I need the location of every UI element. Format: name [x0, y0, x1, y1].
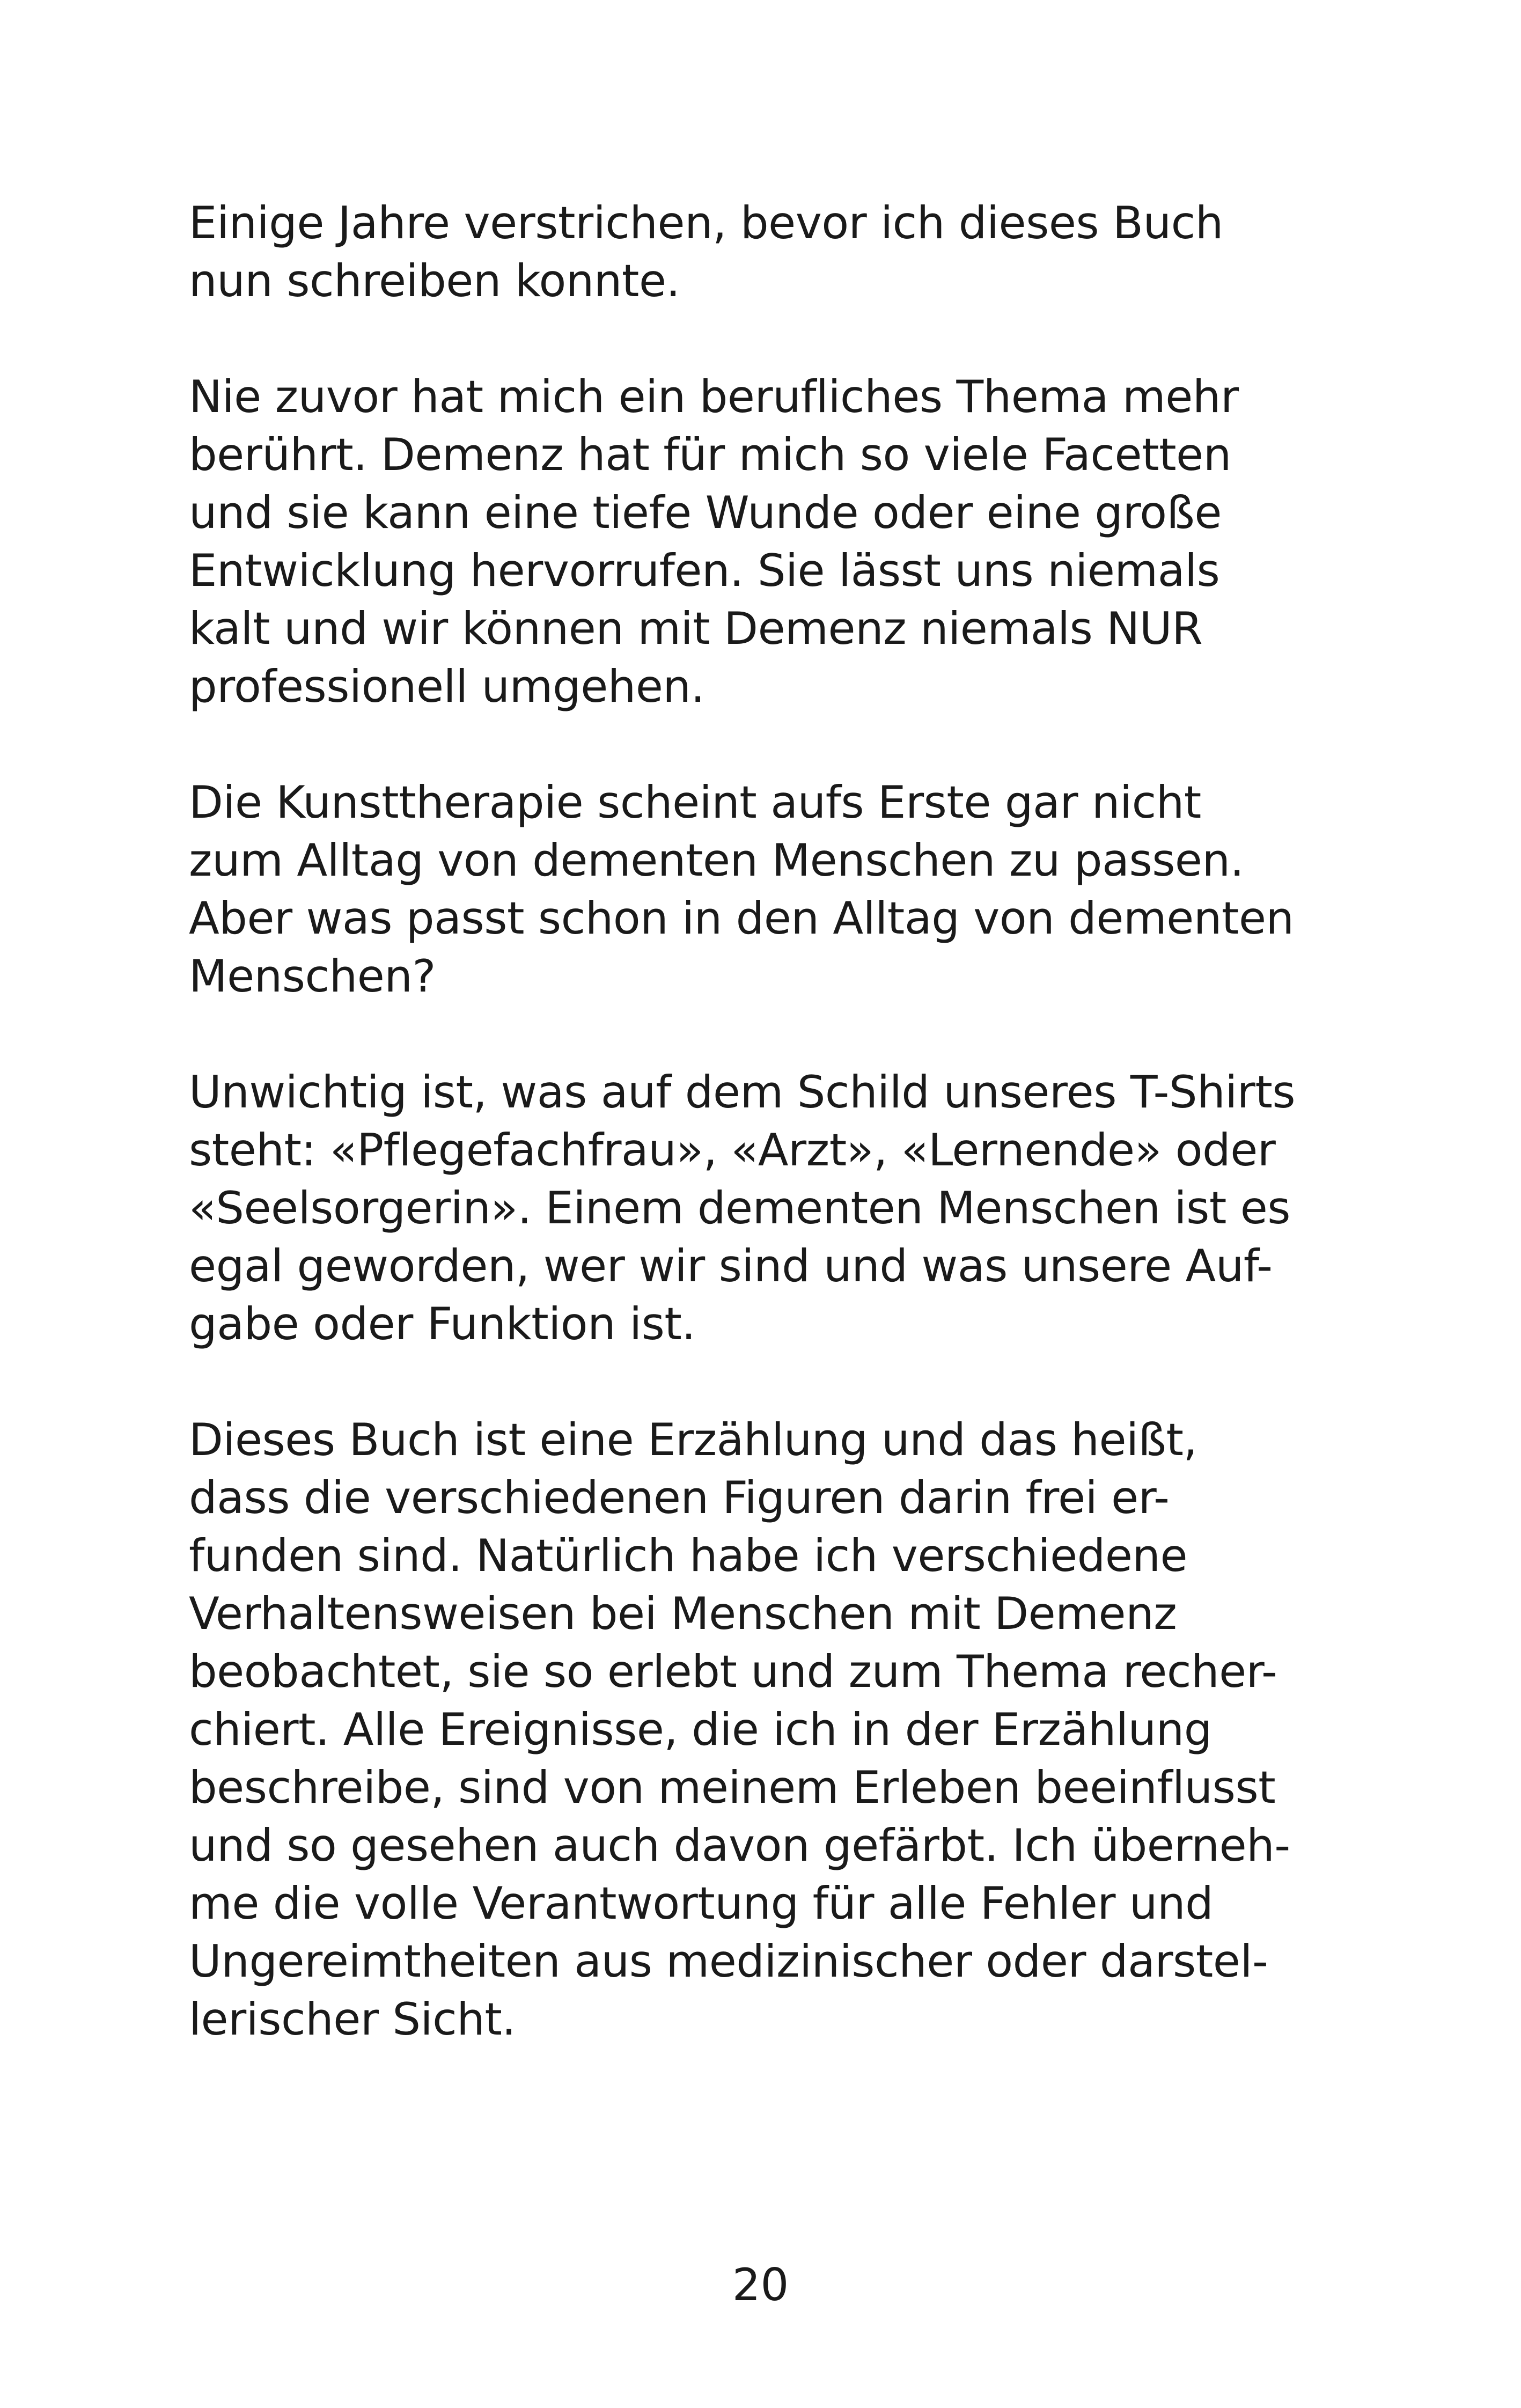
- text-line: Verhaltensweisen bei Menschen mit Demenz: [189, 1588, 1177, 1640]
- body-text: [189, 194, 1316, 2106]
- text-line: Nie zuvor hat mich ein berufliches Thema mehr: [189, 371, 1239, 423]
- text-line: funden sind. Natürlich habe ich verschiedene: [189, 1530, 1188, 1582]
- text-line: berührt. Demenz hat für mich so viele Facetten: [189, 429, 1231, 481]
- text-line: Die Kunsttherapie scheint aufs Erste gar nicht: [189, 776, 1201, 828]
- text-line: Aber was passt schon in den Alltag von dementen: [189, 892, 1294, 944]
- text-line: Entwicklung hervorrufen. Sie lässt uns niemals: [189, 545, 1220, 597]
- text-line: lerischer Sicht.: [189, 1993, 516, 2045]
- text-line: kalt und wir können mit Demenz niemals NUR: [189, 603, 1203, 655]
- text-line: Menschen?: [189, 950, 436, 1002]
- text-line: beschreibe, sind von meinem Erleben beeinflusst: [189, 1761, 1276, 1814]
- text-line: chiert. Alle Ereignisse, die ich in der Erzählung: [189, 1704, 1212, 1756]
- text-line: professionell umgehen.: [189, 660, 705, 713]
- text-line: und sie kann eine tiefe Wunde oder eine große: [189, 487, 1222, 539]
- paragraph-3: [189, 774, 1316, 1005]
- paragraph-4: [189, 1063, 1316, 1353]
- paragraph-2: [189, 368, 1316, 716]
- text-line: dass die verschiedenen Figuren darin frei er-: [189, 1472, 1170, 1524]
- text-line: steht: «Pflegefachfrau», «Arzt», «Lernende» oder: [189, 1124, 1276, 1176]
- paragraph-5: [189, 1411, 1316, 2049]
- text-line: Ungereimtheiten aus medizinischer oder darstel-: [189, 1935, 1268, 1987]
- text-line: «Seelsorgerin». Einem dementen Menschen ist es: [189, 1182, 1291, 1234]
- text-line: me die volle Verantwortung für alle Fehler und: [189, 1877, 1214, 1929]
- page-number: 20: [732, 2259, 789, 2311]
- text-line: gabe oder Funktion ist.: [189, 1298, 696, 1350]
- text-line: beobachtet, sie so erlebt und zum Thema recher-: [189, 1646, 1277, 1698]
- text-line: zum Alltag von dementen Menschen zu passen.: [189, 834, 1244, 886]
- text-line: Dieses Buch ist eine Erzählung und das heißt,: [189, 1414, 1197, 1466]
- text-line: nun schreiben konnte.: [189, 255, 680, 307]
- text-line: und so gesehen auch davon gefärbt. Ich überneh-: [189, 1819, 1290, 1871]
- text-line: egal geworden, wer wir sind und was unsere Auf-: [189, 1240, 1273, 1292]
- text-line: Einige Jahre verstrichen, bevor ich dieses Buch: [189, 197, 1223, 249]
- text-line: Unwichtig ist, was auf dem Schild unseres T-Shirts: [189, 1066, 1296, 1118]
- paragraph-1: [189, 194, 1316, 310]
